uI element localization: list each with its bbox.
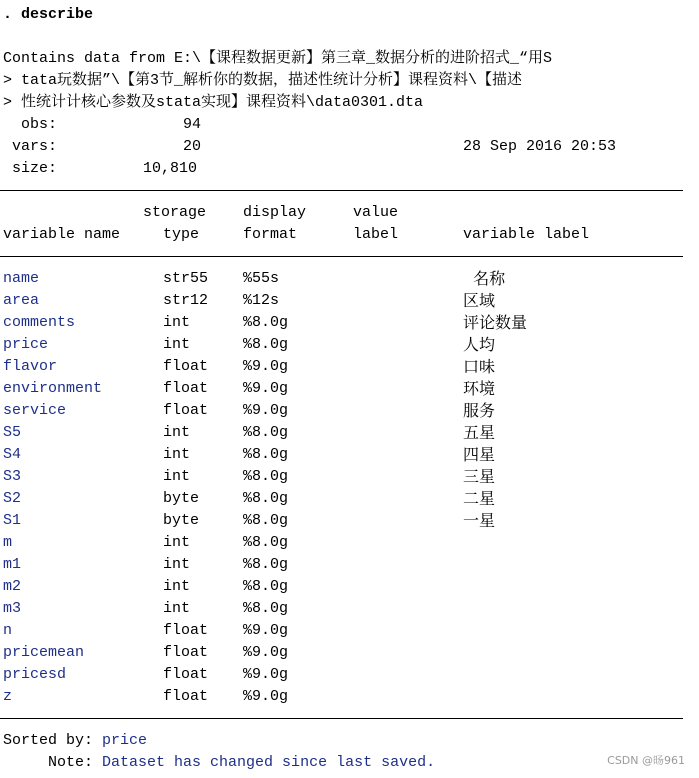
variable-label: 评论数量	[463, 313, 528, 332]
table-row	[0, 598, 683, 620]
storage-type: float	[163, 688, 209, 705]
sorted-by-line	[3, 730, 147, 752]
variable-name-link[interactable]: environment	[3, 380, 103, 397]
storage-type: int	[163, 578, 191, 595]
table-row	[0, 334, 683, 356]
variable-name-link[interactable]: flavor	[3, 358, 58, 375]
storage-type: float	[163, 402, 209, 419]
variable-name-link[interactable]: pricesd	[3, 666, 67, 683]
header-variable-label: variable label	[463, 226, 590, 243]
table-row	[0, 312, 683, 334]
display-format: %9.0g	[243, 688, 289, 705]
header-storage: storage	[143, 204, 207, 221]
variable-name-link[interactable]: S5	[3, 424, 22, 441]
divider-bottom	[0, 718, 683, 719]
display-format: %8.0g	[243, 534, 289, 551]
display-format: %8.0g	[243, 468, 289, 485]
display-format: %9.0g	[243, 644, 289, 661]
storage-type: int	[163, 336, 191, 353]
vars-label: vars:	[3, 138, 58, 155]
variable-name-link[interactable]: m2	[3, 578, 22, 595]
table-row	[0, 686, 683, 708]
contains-line-3: > 性统计计核心参数及stata实现】课程资料\data0301.dta	[3, 94, 424, 111]
variable-label: 名称	[463, 269, 506, 288]
table-row	[0, 532, 683, 554]
variable-name-link[interactable]: S1	[3, 512, 22, 529]
storage-type: float	[163, 622, 209, 639]
variable-name-link[interactable]: m3	[3, 600, 22, 617]
variable-name-link[interactable]: S3	[3, 468, 22, 485]
variable-name-link[interactable]: service	[3, 402, 67, 419]
contains-line-1: Contains data from E:\【课程数据更新】第三章_数据分析的进阶招式_“用S	[3, 50, 553, 67]
storage-type: str12	[163, 292, 209, 309]
variable-name-link[interactable]: S2	[3, 490, 22, 507]
variable-label: 服务	[463, 401, 496, 420]
variable-name-link[interactable]: area	[3, 292, 40, 309]
variable-name-link[interactable]: pricemean	[3, 644, 85, 661]
variable-label: 区域	[463, 291, 496, 310]
display-format: %9.0g	[243, 622, 289, 639]
storage-type: int	[163, 446, 191, 463]
display-format: %9.0g	[243, 402, 289, 419]
storage-type: byte	[163, 512, 200, 529]
display-format: %9.0g	[243, 666, 289, 683]
table-row	[0, 576, 683, 598]
header-value: value	[353, 204, 399, 221]
table-row	[0, 510, 683, 532]
size-label: size:	[3, 160, 58, 177]
table-row	[0, 620, 683, 642]
divider-header	[0, 256, 683, 257]
storage-type: int	[163, 600, 191, 617]
storage-type: float	[163, 666, 209, 683]
storage-type: int	[163, 534, 191, 551]
variable-name-link[interactable]: S4	[3, 446, 22, 463]
dataset-timestamp: 28 Sep 2016 20:53	[463, 138, 617, 155]
display-format: %8.0g	[243, 336, 289, 353]
storage-type: int	[163, 556, 191, 573]
storage-type: str55	[163, 270, 209, 287]
sorted-by-label: Sorted by:	[3, 732, 103, 749]
header-format: format	[243, 226, 298, 243]
table-row	[0, 268, 683, 290]
storage-type: byte	[163, 490, 200, 507]
obs-value: 94	[183, 116, 202, 133]
variable-name-link[interactable]: m	[3, 534, 13, 551]
note-label: Note:	[3, 754, 103, 771]
variable-label: 二星	[463, 489, 496, 508]
storage-type: float	[163, 644, 209, 661]
storage-type: float	[163, 358, 209, 375]
variable-name-link[interactable]: comments	[3, 314, 76, 331]
display-format: %55s	[243, 270, 280, 287]
display-format: %8.0g	[243, 556, 289, 573]
table-row	[0, 664, 683, 686]
contains-line-2: > tata玩数据”\【第3节_解析你的数据，描述性统计分析】课程资料\【描述	[3, 72, 523, 89]
display-format: %8.0g	[243, 446, 289, 463]
command-line: . describe	[3, 6, 94, 23]
obs-label: obs:	[3, 116, 58, 133]
vars-value: 20	[183, 138, 202, 155]
display-format: %12s	[243, 292, 280, 309]
storage-type: int	[163, 424, 191, 441]
display-format: %8.0g	[243, 314, 289, 331]
variable-name-link[interactable]: price	[3, 336, 49, 353]
variable-label: 五星	[463, 423, 496, 442]
storage-type: float	[163, 380, 209, 397]
variable-label: 环境	[463, 379, 496, 398]
variable-name-link[interactable]: z	[3, 688, 13, 705]
variable-label: 人均	[463, 335, 496, 354]
table-row	[0, 488, 683, 510]
variable-label: 三星	[463, 467, 496, 486]
display-format: %9.0g	[243, 358, 289, 375]
variable-label: 口味	[463, 357, 496, 376]
watermark: CSDN @旸961	[607, 754, 685, 767]
variable-name-link[interactable]: n	[3, 622, 13, 639]
variable-label: 一星	[463, 511, 496, 530]
divider-top	[0, 190, 683, 191]
table-row	[0, 290, 683, 312]
storage-type: int	[163, 468, 191, 485]
storage-type: int	[163, 314, 191, 331]
display-format: %8.0g	[243, 600, 289, 617]
header-type: type	[163, 226, 200, 243]
table-row	[0, 642, 683, 664]
note-line	[3, 752, 435, 774]
variable-label: 四星	[463, 445, 496, 464]
table-row	[0, 378, 683, 400]
sorted-by-variable[interactable]: price	[102, 732, 148, 749]
display-format: %8.0g	[243, 578, 289, 595]
display-format: %8.0g	[243, 490, 289, 507]
header-variable-name: variable name	[3, 226, 121, 243]
display-format: %8.0g	[243, 512, 289, 529]
note-message: Dataset has changed since last saved.	[102, 754, 436, 771]
table-row	[0, 356, 683, 378]
size-value: 10,810	[143, 160, 198, 177]
table-row	[0, 422, 683, 444]
display-format: %9.0g	[243, 380, 289, 397]
display-format: %8.0g	[243, 424, 289, 441]
table-row	[0, 554, 683, 576]
table-row	[0, 400, 683, 422]
table-row	[0, 466, 683, 488]
variable-name-link[interactable]: name	[3, 270, 40, 287]
header-display: display	[243, 204, 307, 221]
table-row	[0, 444, 683, 466]
header-label: label	[353, 226, 399, 243]
variable-name-link[interactable]: m1	[3, 556, 22, 573]
